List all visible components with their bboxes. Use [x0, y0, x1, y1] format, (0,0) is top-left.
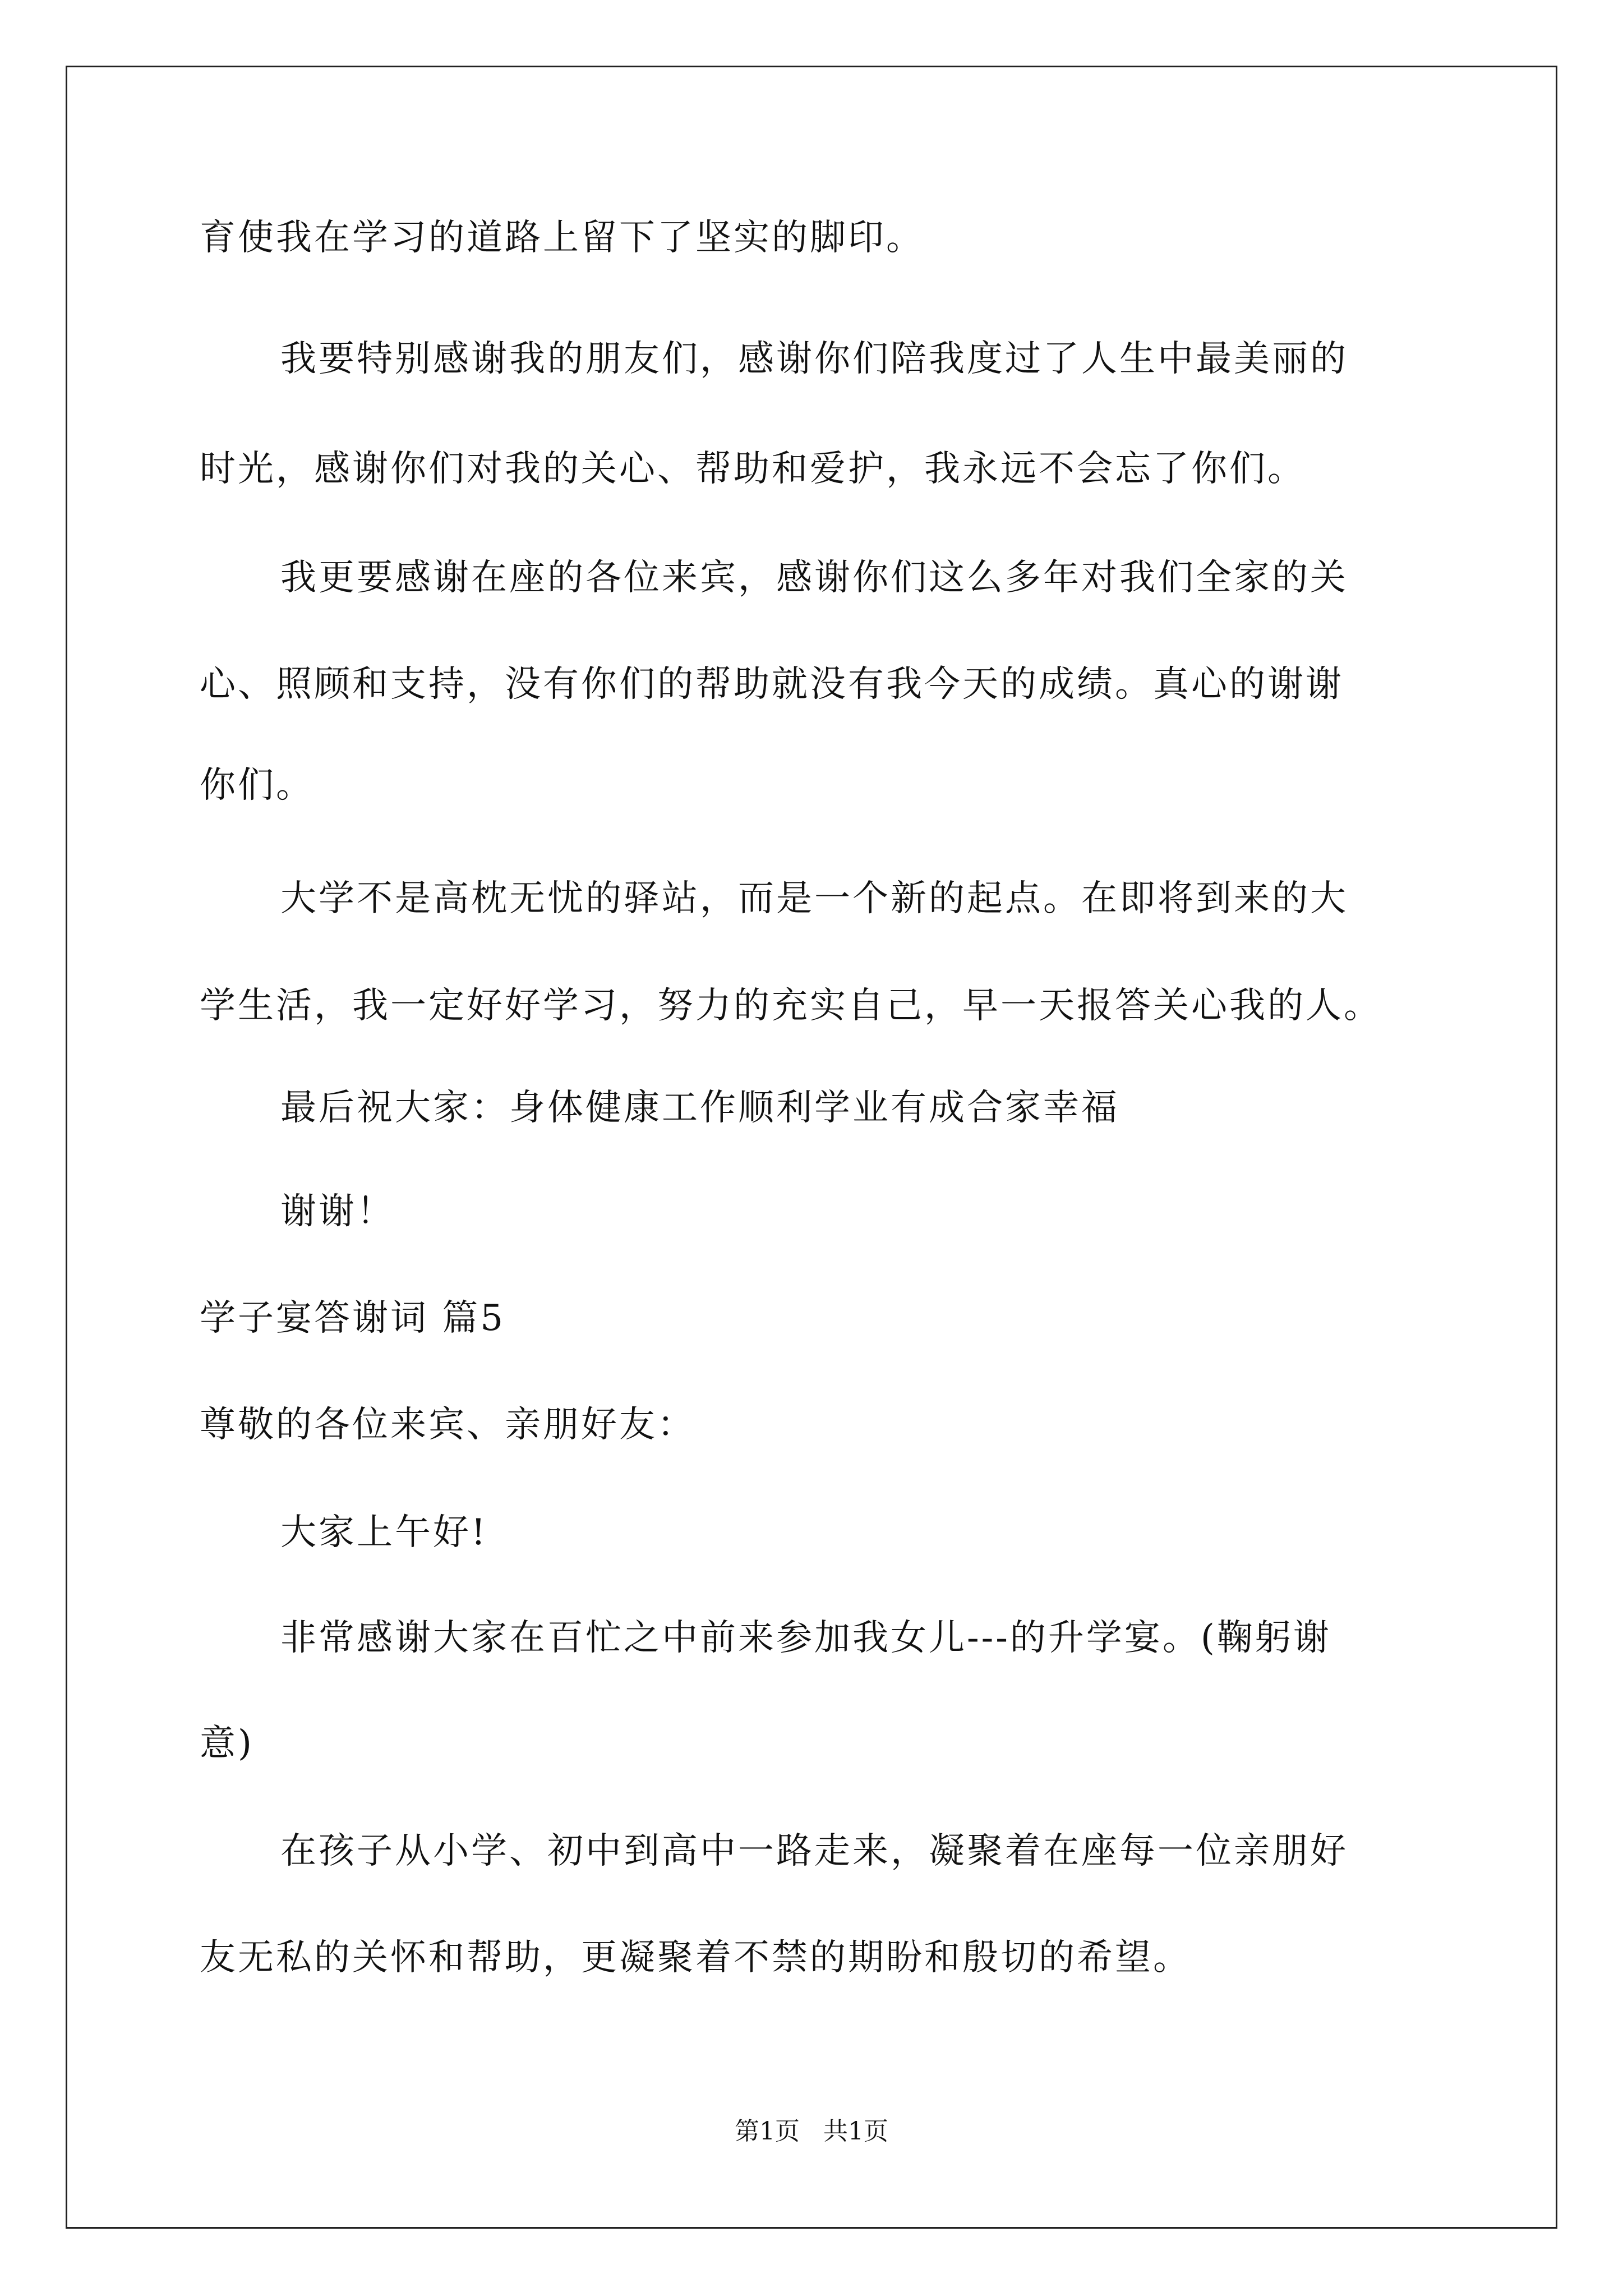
paragraph-line: 我更要感谢在座的各位来宾，感谢你们这么多年对我们全家的关: [280, 557, 1348, 599]
paragraph-line: 时光，感谢你们对我的关心、帮助和爱护，我永远不会忘了你们。: [200, 448, 1306, 490]
paragraph-line: 大学不是高枕无忧的驿站，而是一个新的起点。在即将到来的大: [280, 878, 1348, 919]
paragraph-line: 最后祝大家：身体健康工作顺利学业有成合家幸福: [280, 1087, 1119, 1129]
section-heading: 学子宴答谢词 篇5: [200, 1297, 506, 1339]
paragraph-line: 友无私的关怀和帮助，更凝聚着不禁的期盼和殷切的希望。: [200, 1937, 1191, 1978]
paragraph-line: 谢谢！: [280, 1191, 395, 1232]
paragraph-line: 育使我在学习的道路上留下了坚实的脚印。: [200, 217, 924, 259]
paragraph-line: 学生活，我一定好好学习，努力的充实自己，早一天报答关心我的人。: [200, 985, 1382, 1027]
page-border: [66, 66, 1557, 2229]
paragraph-line: 你们。: [200, 765, 314, 806]
paragraph-line: 非常感谢大家在百忙之中前来参加我女儿---的升学宴。(鞠躬谢: [280, 1617, 1331, 1659]
paragraph-line: 意): [200, 1723, 254, 1764]
paragraph-line: 心、照顾和支持，没有你们的帮助就没有我今天的成绩。真心的谢谢: [200, 664, 1344, 705]
paragraph-line: 在孩子从小学、初中到高中一路走来，凝聚着在座每一位亲朋好: [280, 1830, 1348, 1872]
page-number-footer: 第1页 共1页: [735, 2117, 888, 2146]
paragraph-line: 我要特别感谢我的朋友们，感谢你们陪我度过了人生中最美丽的: [280, 338, 1348, 380]
paragraph-line: 尊敬的各位来宾、亲朋好友：: [200, 1404, 695, 1446]
paragraph-line: 大家上午好!: [280, 1512, 488, 1553]
